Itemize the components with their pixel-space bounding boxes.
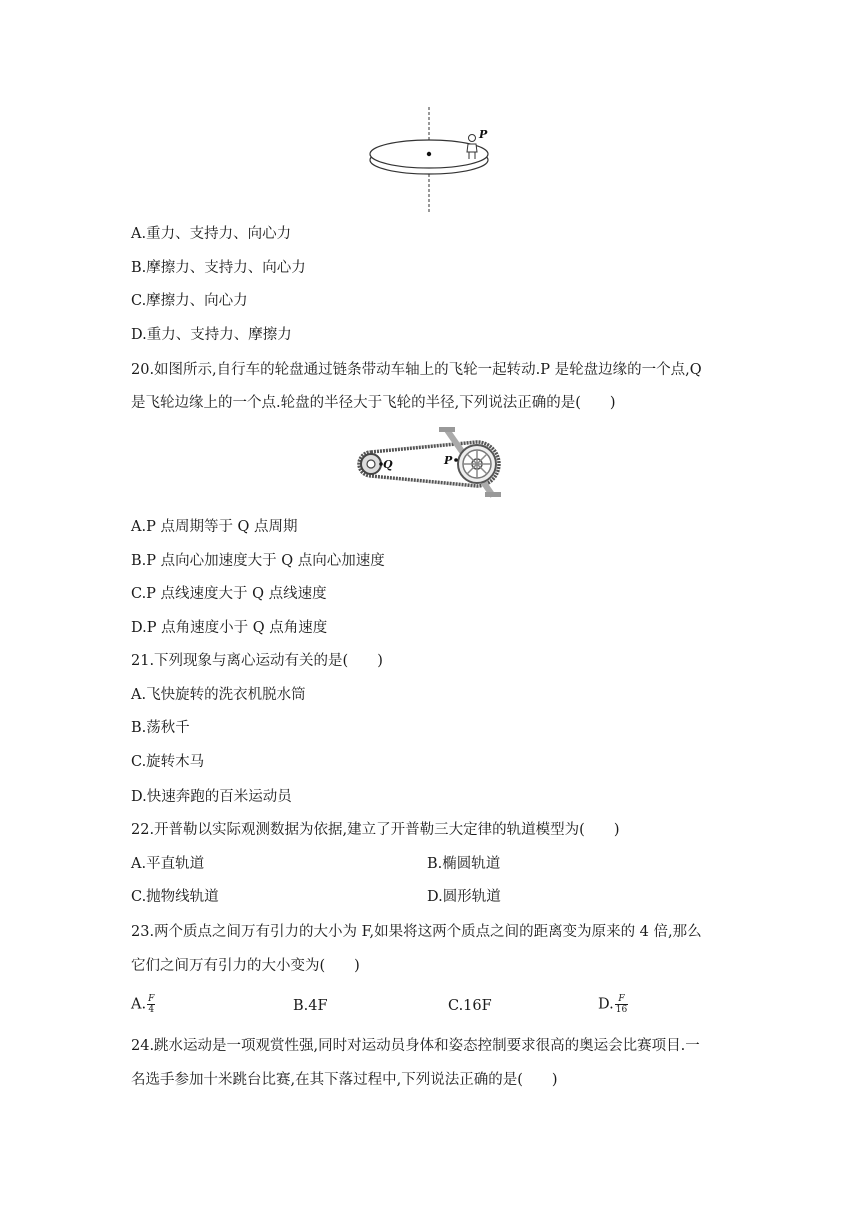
q24-stem-line1: 24.跳水运动是一项观赏性强,同时对运动员身体和姿态控制要求很高的奥运会比赛项目.一 [131,1038,700,1054]
q20-option-b: B.P 点向心加速度大于 Q 点向心加速度 [131,553,385,569]
q21-option-c: C.旋转木马 [131,754,205,770]
q19-option-b: B.摩擦力、支持力、向心力 [131,260,306,276]
q19-option-c: C.摩擦力、向心力 [131,293,248,309]
q23-option-a-den: 4 [148,1005,155,1015]
q19-option-d: D.重力、支持力、摩擦力 [131,327,292,343]
q23-option-a-num: F [148,994,155,1004]
q22-option-d: D.圆形轨道 [427,889,501,905]
q21-option-a: A.飞快旋转的洗衣机脱水筒 [131,687,306,703]
point-p-label: P [479,128,488,141]
q20-option-d: D.P 点角速度小于 Q 点角速度 [131,620,328,636]
q23-stem-line1: 23.两个质点之间万有引力的大小为 F,如果将这两个质点之间的距离变为原来的 4 倍,那么 [131,924,702,940]
q20-option-a: A.P 点周期等于 Q 点周期 [131,519,298,535]
q23-option-d-num: F [615,994,628,1005]
q22-option-b: B.椭圆轨道 [427,856,501,872]
point-q-label: Q [383,458,393,471]
point-p-dot [454,458,458,462]
q23-option-b: B.4F [293,998,328,1014]
q22-stem: 22.开普勒以实际观测数据为依据,建立了开普勒三大定律的轨道模型为( ) [131,822,620,838]
q24-stem-line2: 名选手参加十米跳台比赛,在其下落过程中,下列说法正确的是( ) [131,1072,558,1088]
q22-option-a: A.平直轨道 [131,856,205,872]
q23-option-d-fraction [615,994,628,1015]
q20-option-c: C.P 点线速度大于 Q 点线速度 [131,586,327,602]
q23-option-c: C.16F [448,998,492,1014]
q23-option-a-fraction [147,994,155,1015]
chainring-gear [458,445,496,483]
q21-stem: 21.下列现象与离心运动有关的是( ) [131,653,383,669]
q21-option-d: D.快速奔跑的百米运动员 [131,789,292,805]
flywheel-gear [361,454,381,474]
q23-stem-line2: 它们之间万有引力的大小变为( ) [131,958,360,974]
q20-stem-line1: 20.如图所示,自行车的轮盘通过链条带动车轴上的飞轮一起转动.P 是轮盘边缘的一个点,Q [131,362,702,378]
q22-option-c: C.抛物线轨道 [131,889,219,905]
disc-center [427,152,431,156]
point-p-label-bike: P [444,454,453,467]
q21-option-b: B.荡秋千 [131,720,190,736]
bicycle-chain-figure [355,426,505,500]
q23-option-d [598,994,628,1015]
rotating-disc-figure [365,105,500,215]
q19-option-a: A.重力、支持力、向心力 [131,226,292,242]
q23-option-d-den: 16 [615,1005,628,1015]
q20-stem-line2: 是飞轮边缘上的一个点.轮盘的半径大于飞轮的半径,下列说法正确的是( ) [131,395,616,411]
q23-option-a [131,994,155,1015]
q23-option-d-prefix: D. [598,996,614,1013]
q23-option-a-prefix: A. [131,996,147,1013]
